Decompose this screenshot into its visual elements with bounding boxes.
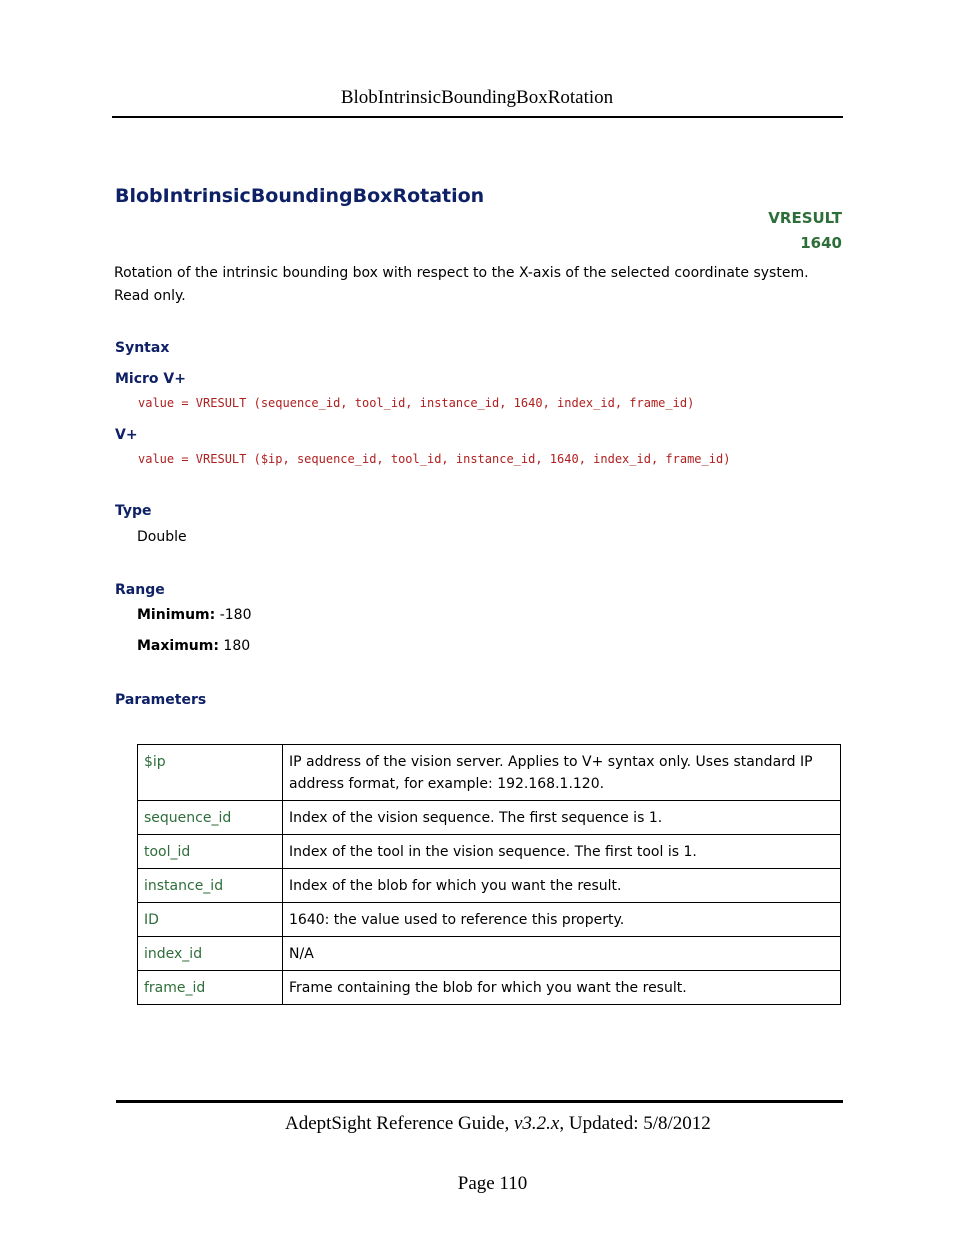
micro-v-code: value = VRESULT (sequence_id, tool_id, instance_id, 1640, index_id, frame_id) — [138, 396, 695, 410]
range-min-label: Minimum: — [137, 607, 216, 623]
page-title: BlobIntrinsicBoundingBoxRotation — [115, 185, 485, 207]
param-name: tool_id — [138, 835, 283, 869]
range-max-label: Maximum: — [137, 638, 219, 654]
table-row — [138, 937, 841, 971]
v-plus-heading: V+ — [115, 427, 138, 443]
footer-rule — [116, 1100, 843, 1103]
table-row — [138, 869, 841, 903]
param-description: Index of the tool in the vision sequence. The first tool is 1. — [283, 835, 841, 869]
micro-v-heading: Micro V+ — [115, 371, 186, 387]
param-description: IP address of the vision server. Applies to V+ syntax only. Uses standard IP address format, for example: 192.168.1.120. — [283, 745, 841, 801]
param-name: frame_id — [138, 971, 283, 1005]
table-row — [138, 835, 841, 869]
page-number: Page 110 — [457, 1173, 528, 1194]
param-description: Index of the blob for which you want the result. — [283, 869, 841, 903]
property-description: Rotation of the intrinsic bounding box with respect to the X-axis of the selected coordinate system. Read only. — [114, 265, 809, 304]
range-maximum — [137, 638, 250, 654]
param-description: Frame containing the blob for which you want the result. — [283, 971, 841, 1005]
syntax-heading: Syntax — [115, 340, 170, 356]
table-row — [138, 801, 841, 835]
type-value: Double — [137, 529, 187, 545]
param-name: index_id — [138, 937, 283, 971]
range-min-value: -180 — [219, 607, 252, 623]
range-minimum — [137, 607, 251, 623]
param-name: ID — [138, 903, 283, 937]
footer-text — [285, 1113, 711, 1135]
param-name: sequence_id — [138, 801, 283, 835]
range-heading: Range — [115, 582, 165, 598]
footer-updated: , Updated: 5/8/2012 — [559, 1113, 711, 1134]
param-description: 1640: the value used to reference this property. — [283, 903, 841, 937]
table-row — [138, 745, 841, 801]
vresult-code: 1640 — [800, 234, 842, 252]
v-plus-code: value = VRESULT ($ip, sequence_id, tool_id, instance_id, 1640, index_id, frame_id) — [138, 452, 731, 466]
parameters-heading: Parameters — [115, 692, 207, 708]
footer-version: , v3.2.x — [504, 1113, 560, 1134]
param-name: $ip — [138, 745, 283, 801]
vresult-label: VRESULT — [768, 209, 842, 227]
footer-guide: AdeptSight Reference Guide — [285, 1113, 505, 1134]
header-rule — [112, 116, 843, 118]
param-description: Index of the vision sequence. The first sequence is 1. — [283, 801, 841, 835]
table-row — [138, 903, 841, 937]
param-name: instance_id — [138, 869, 283, 903]
parameters-table — [137, 744, 841, 1005]
range-max-value: 180 — [223, 638, 251, 654]
param-description: N/A — [283, 937, 841, 971]
table-row — [138, 971, 841, 1005]
type-heading: Type — [115, 503, 152, 519]
running-header: BlobIntrinsicBoundingBoxRotation — [340, 87, 614, 108]
